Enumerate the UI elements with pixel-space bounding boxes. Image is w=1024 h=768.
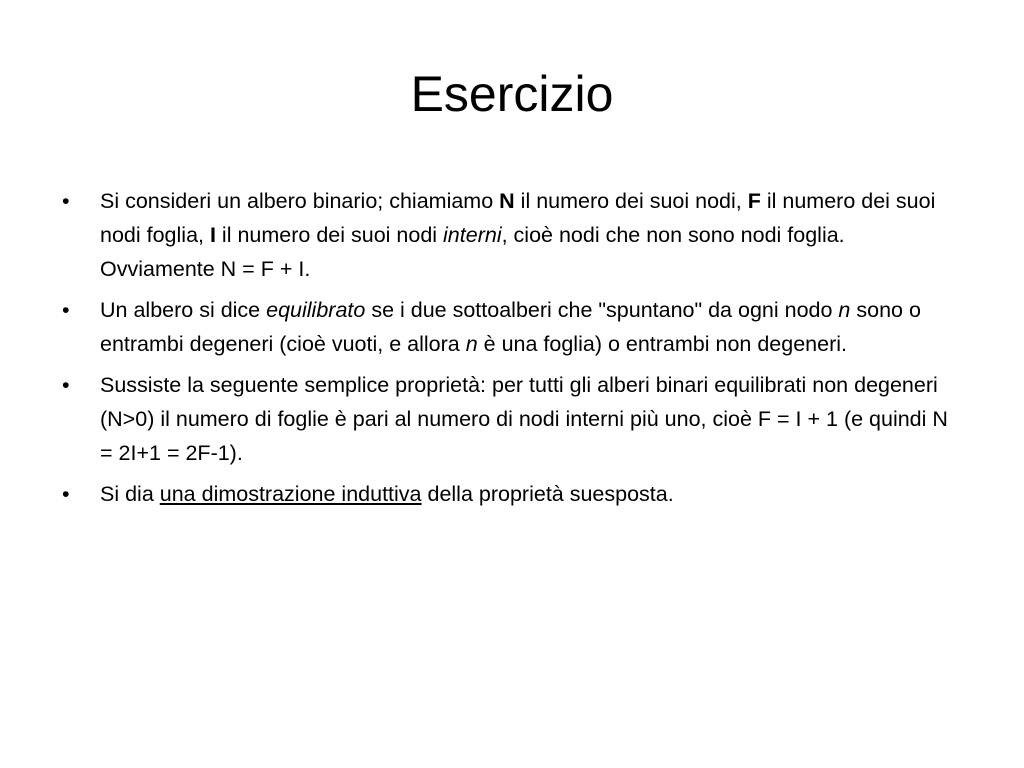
text-span: sono o entrambi degeneri (cioè vuoti, e allora [100, 298, 921, 356]
bullet-icon: • [62, 373, 70, 397]
italic-term-equilibrato: equilibrato [266, 298, 366, 322]
text-span: Sussiste la seguente semplice proprietà: per tutti gli alberi binari equilibrati non degeneri (N>0) il numero di foglie è pari al numero di nodi interni più uno, cioè F = I + 1 (e quindi N = 2I+1 = 2F-1). [100, 373, 948, 465]
bullet-item-task [62, 477, 962, 511]
bullet-item-property [62, 368, 962, 470]
bullet-icon: • [62, 482, 70, 506]
bold-term-n: N [499, 189, 515, 213]
bullet-list [62, 184, 962, 518]
underlined-term: una dimostrazione induttiva [159, 482, 422, 506]
bullet-item-equilibrato [62, 293, 962, 361]
bullet-item-definitions [62, 184, 962, 286]
text-span: se i due sottoalberi che "spuntano" da ogni nodo [365, 298, 839, 322]
text-span: Si consideri un albero binario; chiamiamo [100, 189, 500, 213]
text-span: il numero dei suoi nodi [215, 223, 444, 247]
text-span: , cioè nodi che non sono nodi foglia. Ovviamente N = F + I. [100, 223, 845, 281]
italic-term-interni: interni [443, 223, 502, 247]
italic-term-n: n [838, 298, 851, 322]
text-span: il numero dei suoi nodi, [514, 189, 748, 213]
text-span: della proprietà suesposta. [421, 482, 674, 506]
bold-term-i: I [209, 223, 216, 247]
bullet-icon: • [62, 298, 70, 322]
text-span: il numero dei suoi nodi foglia, [100, 189, 936, 247]
bold-term-f: F [747, 189, 761, 213]
text-span: Si dia [100, 482, 160, 506]
bullet-icon: • [62, 189, 70, 213]
italic-term-n: n [465, 332, 478, 356]
text-span: Un albero si dice [100, 298, 267, 322]
slide-title: Esercizio [410, 66, 614, 122]
text-span: è una foglia) o entrambi non degeneri. [477, 332, 848, 356]
